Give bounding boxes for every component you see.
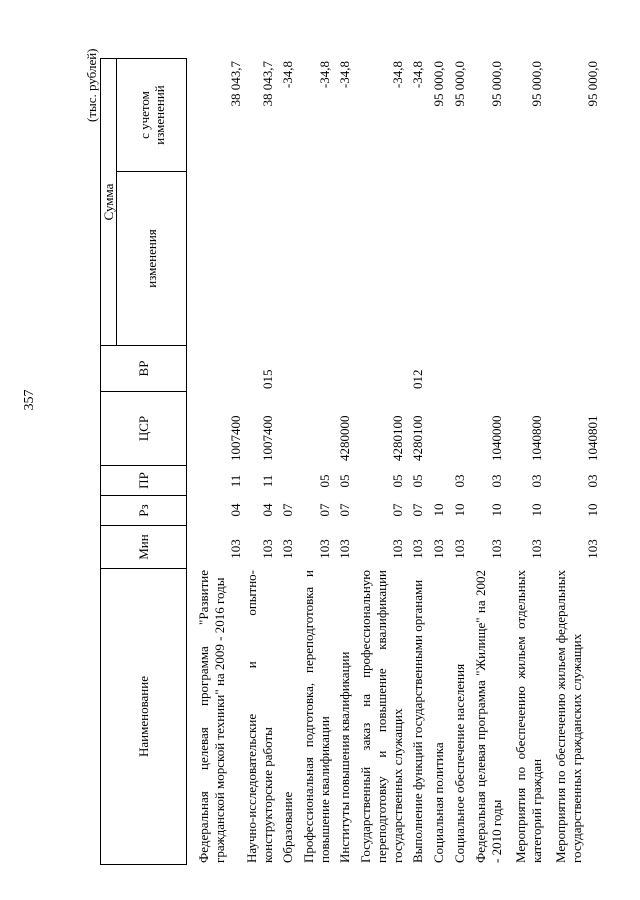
cell-sum: 38 043,7	[228, 61, 243, 107]
cell-min: 103	[390, 539, 405, 559]
cell-min: 103	[228, 539, 243, 559]
header-min: Мин	[101, 526, 187, 569]
cell-rz: 10	[452, 503, 467, 517]
cell-rz: 07	[410, 503, 425, 517]
cell-sum: -34,8	[390, 61, 405, 89]
cell-min: 103	[431, 539, 446, 559]
cell-name: Мероприятия по обеспечению жильем отдельных категорий граждан	[513, 570, 544, 863]
table-row	[337, 55, 358, 865]
cell-min: 103	[260, 539, 275, 559]
cell-min: 103	[410, 539, 425, 559]
cell-csr: 1007400	[228, 415, 243, 461]
header-with-changes-line1: с учетом	[136, 91, 152, 139]
cell-pr: 03	[452, 474, 467, 488]
header-pr: ПР	[101, 466, 187, 496]
cell-sum: -34,8	[337, 61, 352, 89]
budget-table	[100, 55, 600, 865]
cell-pr: 03	[489, 474, 504, 488]
cell-min: 103	[337, 539, 352, 559]
cell-name: Социальная политика	[431, 742, 446, 863]
cell-rz: 07	[337, 503, 352, 517]
cell-pr: 05	[410, 474, 425, 488]
cell-csr: 1040000	[489, 415, 504, 461]
cell-min: 103	[280, 539, 295, 559]
table-row	[244, 55, 280, 865]
cell-rz: 10	[489, 503, 504, 517]
cell-name: Научно-исследовательские и опытно-конструкторские работы	[244, 570, 275, 863]
header-izm: изменения	[117, 172, 187, 346]
units-caption: (тыс. рублей)	[84, 48, 99, 122]
table-body	[196, 55, 605, 865]
table-row	[410, 55, 431, 865]
cell-pr: 05	[390, 474, 405, 488]
cell-name: Федеральная целевая программа "Жилище" на 2002 - 2010 годы	[473, 570, 504, 863]
cell-pr: 11	[228, 474, 243, 488]
cell-name: Мероприятия по обеспечению жильем федеральных государственных гражданских служащих	[553, 570, 584, 863]
header-rz: Рз	[101, 496, 187, 526]
table-row	[473, 55, 513, 865]
cell-sum: -34,8	[317, 61, 332, 89]
cell-sum: 95 000,0	[452, 61, 467, 107]
table-row	[301, 55, 337, 865]
cell-min: 103	[489, 539, 504, 559]
header-vr: ВР	[101, 346, 187, 392]
cell-name: Выполнение функций государственными органами	[410, 579, 425, 863]
cell-min: 103	[452, 539, 467, 559]
cell-rz: 04	[228, 503, 243, 517]
cell-csr: 4280000	[337, 415, 352, 461]
cell-min: 103	[585, 539, 600, 559]
cell-sum: -34,8	[280, 61, 295, 89]
page-number: 357	[22, 389, 37, 411]
cell-rz: 04	[260, 503, 275, 517]
cell-csr: 4280100	[410, 415, 425, 461]
cell-sum: 95 000,0	[431, 61, 446, 107]
cell-pr: 05	[337, 474, 352, 488]
header-csr: ЦСР	[101, 392, 187, 466]
cell-rz: 07	[390, 503, 405, 517]
cell-pr: 05	[317, 474, 332, 488]
table-row	[358, 55, 410, 865]
cell-rz: 10	[431, 503, 446, 517]
cell-pr: 03	[585, 474, 600, 488]
header-with-changes-line2: изменений	[151, 85, 167, 145]
cell-sum: 95 000,0	[585, 61, 600, 107]
table-row	[553, 55, 605, 865]
cell-pr: 11	[260, 474, 275, 488]
cell-name: Профессиональная подготовка, переподготовка и повышение квалификации	[301, 570, 332, 863]
cell-rz: 07	[280, 503, 295, 517]
table-header	[100, 58, 187, 865]
table-row	[280, 55, 301, 865]
header-sum: Сумма	[101, 59, 117, 346]
cell-name: Институты повышения квалификации	[337, 651, 352, 863]
header-with-changes	[117, 59, 187, 172]
cell-rz: 10	[529, 503, 544, 517]
cell-csr: 1040800	[529, 415, 544, 461]
cell-min: 103	[529, 539, 544, 559]
cell-csr: 1007400	[260, 415, 275, 461]
cell-name: Государственный заказ на профессиональную переподготовку и повышение квалификации государственных служащих	[358, 570, 405, 863]
cell-name: Образование	[280, 791, 295, 863]
cell-rz: 07	[317, 503, 332, 517]
table-row	[196, 55, 244, 865]
table-row	[431, 55, 452, 865]
header-name: Наименование	[101, 569, 187, 865]
cell-csr: 1040801	[585, 415, 600, 461]
cell-sum: 38 043,7	[260, 61, 275, 107]
cell-sum: 95 000,0	[489, 61, 504, 107]
cell-name: Федеральная целевая программа "Развитие гражданской морской техники" на 2009 - 2016 годы	[196, 570, 227, 863]
table-row	[513, 55, 553, 865]
cell-rz: 10	[585, 503, 600, 517]
cell-sum: -34,8	[410, 61, 425, 89]
cell-name: Социальное обеспечение населения	[452, 663, 467, 863]
cell-pr: 03	[529, 474, 544, 488]
cell-vr: 015	[260, 369, 275, 389]
cell-sum: 95 000,0	[529, 61, 544, 107]
cell-vr: 012	[410, 369, 425, 389]
cell-min: 103	[317, 539, 332, 559]
table-row	[452, 55, 473, 865]
cell-csr: 4280100	[390, 415, 405, 461]
